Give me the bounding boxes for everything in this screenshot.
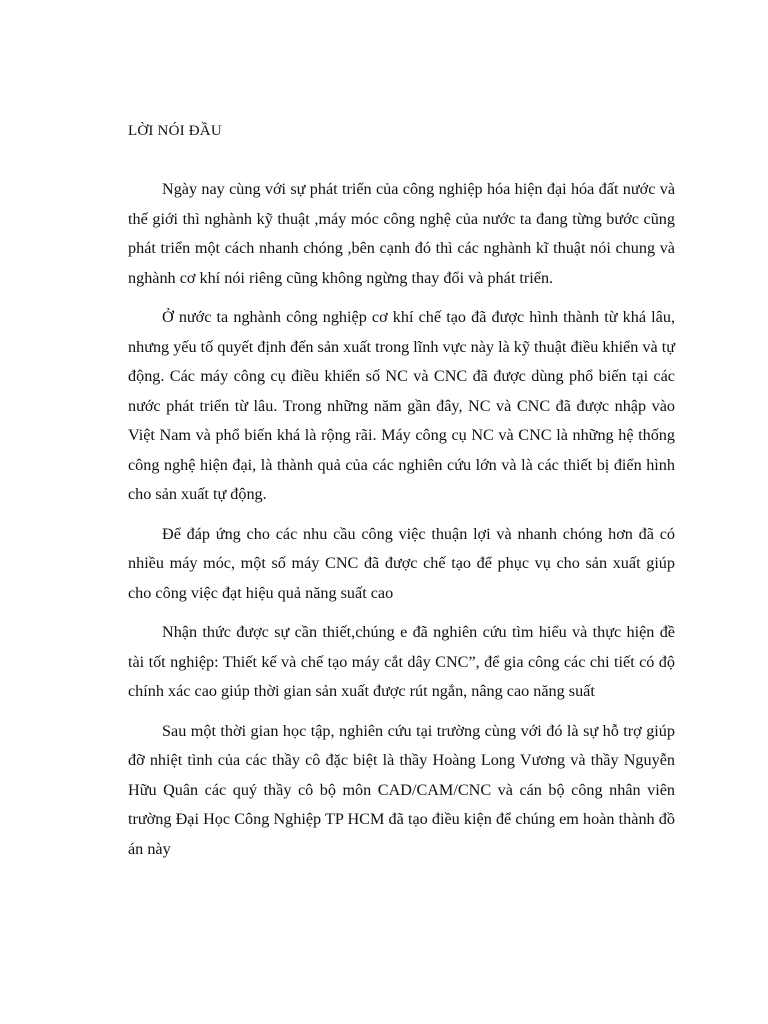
- paragraph-project-topic: Nhận thức được sự cần thiết,chúng e đã nghiên cứu tìm hiểu và thực hiện đề tài tốt nghiệp: Thiết kế và chế tạo máy cắt dây CNC”, để gia công các chi tiết có độ chính xác cao giúp thời gian sản xuất được rút ngắn, nâng cao năng suất: [128, 623, 675, 700]
- document-body: [128, 117, 675, 864]
- document-heading: LỜI NÓI ĐẦU: [128, 123, 222, 139]
- paragraph-mechanical-industry: Ở nước ta nghành công nghiệp cơ khí chế tạo đã được hình thành từ khá lâu, nhưng yếu tố quyết định đến sản xuất trong lĩnh vực này là kỹ thuật điều khiển và tự động. Các máy công cụ điều khiển số NC và CNC đã được dùng phổ biến tại các nước phát triển từ lâu. Trong những năm gần đây, NC và CNC đã được nhập vào Việt Nam và phổ biến khá là rộng rãi. Máy công cụ NC và CNC là những hệ thống công nghệ hiện đại, là thành quả của các nghiên cứu lớn và là các thiết bị điển hình cho sản xuất tự động.: [128, 308, 675, 503]
- paragraph-acknowledgement: Sau một thời gian học tập, nghiên cứu tại trường cùng với đó là sự hỗ trợ giúp đỡ nhiệt tình của các thầy cô đặc biệt là thầy Hoàng Long Vương và thầy Nguyễn Hữu Quân các quý thầy cô bộ môn CAD/CAM/CNC và cán bộ công nhân viên trường Đại Học Công Nghiệp TP HCM đã tạo điều kiện để chúng em hoàn thành đồ án này: [128, 721, 675, 858]
- paragraph-demand: Để đáp ứng cho các nhu cầu công việc thuận lợi và nhanh chóng hơn đã có nhiều máy móc, một số máy CNC đã được chế tạo để phục vụ cho sản xuất giúp cho công việc đạt hiệu quả năng suất cao: [128, 524, 675, 602]
- paragraph-introduction: Ngày nay cùng với sự phát triển của công nghiệp hóa hiện đại hóa đất nước và thế giới thì nghành kỹ thuật ,máy móc công nghệ của nước ta đang từng bước cũng phát triển một cách nhanh chóng ,bên cạnh đó thì các nghành kĩ thuật nói chung và nghành cơ khí nói riêng cũng không ngừng thay đổi và phát triển.: [128, 180, 675, 287]
